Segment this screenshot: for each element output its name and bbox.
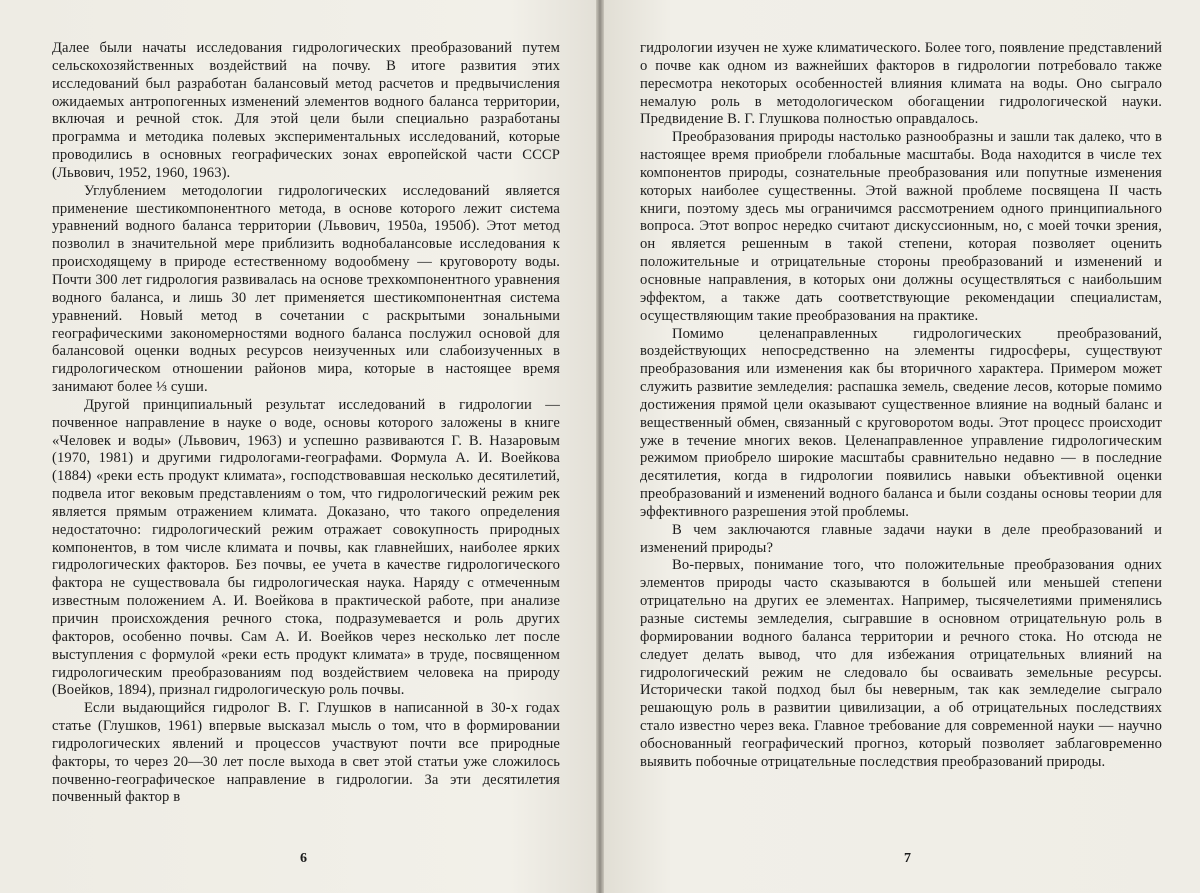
right-page xyxy=(600,0,1200,893)
paragraph: Преобразования природы настолько разнообразны и зашли так далеко, что в настоящее время приобрели глобальные масштабы. Вода находится в числе тех компонентов природы, сознательные преобразования или попутные изменения которых наиболее существенны. Этой важной проблеме посвящена II часть книги, поэтому здесь мы ограничимся рассмотрением одного принципиального вопроса. Этот вопрос нередко считают дискуссионным, но, с моей точки зрения, он является решенным в такой степени, которая позволяет оценить положительные и отрицательные стороны преобразований и изменений и основные направления, в которых они должны осуществляться с наибольшим эффектом, а также дать соответствующие рекомендации специалистам, осуществляющим такие преобразования на практике. xyxy=(640,129,1162,324)
page-number: 6 xyxy=(300,851,307,866)
paragraph: Далее были начаты исследования гидрологических преобразований путем сельскохозяйственных воздействий на почву. В итоге развития этих исследований был разработан балансовый метод расчетов и предвычисления ожидаемых антропогенных изменений элементов водного баланса территории, включая и речной сток. Для этой цели были специально разработаны программа и методика полевых экспериментальных исследований, которые проводились в основных географических зонах европейской части СССР (Львович, 1952, 1960, 1963). xyxy=(52,40,560,181)
paragraph: Помимо целенаправленных гидрологических преобразований, воздействующих непосредственно на элементы гидросферы, существуют преобразования или изменения как бы вторичного характера. Примером может служить развитие земледелия: распашка земель, сведение лесов, которые помимо достижения прямой цели оказывают существенное влияние на водный баланс и вещественный обмен, связанный с круговоротом воды. Этот процесс происходит уже в течение многих веков. Целенаправленное управление гидрологическим режимом приобрело широкие масштабы сравнительно недавно — в последние десятилетия, когда в гидрологии появились навыки объективной оценки преобразований и изменений водного баланса и были созданы основы теории для эффективного разрешения этой проблемы. xyxy=(640,325,1162,520)
paragraph: Углублением методологии гидрологических исследований является применение шестикомпонентного метода, в основе которого лежит система уравнений водного баланса территории (Львович, 1950а, 1950б). Этот метод позволил в значительной мере приблизить воднобалансовые исследования к происходящему в природе естественному водообмену — круговороту воды. Почти 300 лет гидрология развивалась на основе трехкомпонентного уравнения водного баланса, и лишь 30 лет применяется шестикомпонентная система уравнений. Новый метод в сочетании с раскрытыми зональными географическими закономерностями водного баланса послужил основой для балансовой оценки водных ресурсов неизученных или слабоизученных в гидрологическом отношении районов мира, которые в настоящее время занимают более ⅓ суши. xyxy=(52,182,560,396)
paragraph: Во-первых, понимание того, что положительные преобразования одних элементов природы часто сказываются в большей или меньшей степени отрицательно на других ее элементах. Например, тысячелетиями применялись разные системы земледелия, сыгравшие в основном отрицательную роль в формировании водного баланса территории и речного стока. Но отсюда не следует делать вывод, что для избежания отрицательных влияний на гидрологический режим не следовало бы осваивать земельные ресурсы. Исторически такой подход был бы неверным, так как земледелие сыграло решающую роль в развитии цивилизации, а об отрицательных последствиях стало известно через века. Главное требование для современной науки — научно обоснованный географический прогноз, который позволяет заблаговременно выявить побочные отрицательные последствия преобразований природы. xyxy=(640,557,1162,770)
right-page-text xyxy=(640,40,1162,772)
paragraph: Другой принципиальный результат исследований в гидрологии — почвенное направление в науке о воде, основы которого заложены в книге «Человек и воды» (Львович, 1963) и успешно развиваются Г. В. Назаровым (1970, 1981) и другими гидрологами-географами. Формула А. И. Воейкова (1884) «реки есть продукт климата», господствовавшая несколько десятилетий, подвела итог вековым представлениям о том, что гидрологический режим рек является прямым отражением климата. Доказано, что такого определения недостаточно: гидрологический режим отражает совокупность природных компонентов, в том числе климата и почвы, как главнейших, наиболее ярких гидрологических факторов. Без почвы, ее учета в качестве гидрологического фактора не существовала бы гидрологическая наука. Наряду с отмеченным известным положением А. И. Воейкова в практической работе, при анализе причин происхождения речного стока, подразумевается и роль других факторов, особенно почвы. Сам А. И. Воейков через несколько лет после выступления с формулой «реки есть продукт климата» в труде, посвященном гидрологическим преобразованиям под воздействием человека на природу (Воейков, 1894), признал гидрологическую роль почвы. xyxy=(52,396,560,699)
book-gutter xyxy=(596,0,604,893)
paragraph: В чем заключаются главные задачи науки в деле преобразований и изменений природы? xyxy=(640,521,1162,556)
paragraph: Если выдающийся гидролог В. Г. Глушков в написанной в 30-х годах статье (Глушков, 1961) впервые высказал мысль о том, что в формировании гидрологических явлений и процессов участвуют почти все природные факторы, то через 20—30 лет после выхода в свет этой статьи уже сложилось почвенно-географическое направление в гидрологии. За эти десятилетия почвенный фактор в xyxy=(52,700,560,806)
paragraph: гидрологии изучен не хуже климатического. Более того, появление представлений о почве как одном из важнейших факторов в гидрологии потребовало также пересмотра некоторых особенностей влияния климата на воды. Оно сыграло немалую роль в методологическом обогащении гидрологической науки. Предвидение В. Г. Глушкова полностью оправдалось. xyxy=(640,40,1162,128)
page-number: 7 xyxy=(904,851,911,866)
left-page-text xyxy=(52,40,560,807)
